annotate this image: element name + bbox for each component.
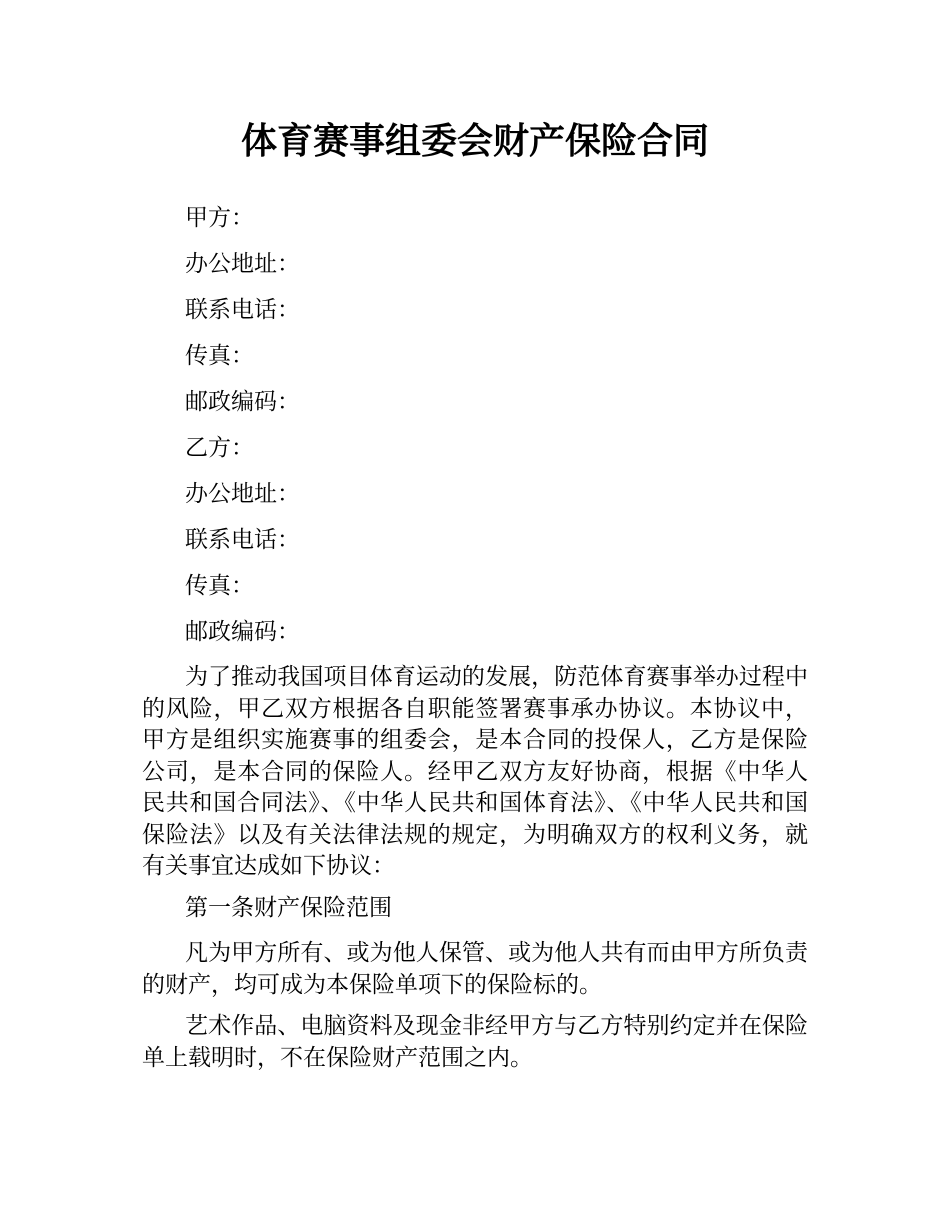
party-a-phone-label: 联系电话： [185,297,300,323]
party-a-name-label: 甲方： [185,205,254,231]
party-b-address-label: 办公地址： [185,481,300,507]
document-title: 体育赛事组委会财产保险合同 [240,121,709,162]
party-b-phone-label: 联系电话： [185,527,300,553]
document-body [142,202,808,1084]
article-1-paragraph: 艺术作品、电脑资料及现金非经甲方与乙方特别约定并在保险单上载明时，不在保险财产范围之内。 [142,1013,808,1071]
party-b-name-label: 乙方： [185,435,254,461]
preamble-paragraph: 为了推动我国项目体育运动的发展，防范体育赛事举办过程中的风险，甲乙双方根据各自职能签署赛事承办协议。本协议中，甲方是组织实施赛事的组委会，是本合同的投保人，乙方是保险公司，是本合同的保险人。经甲乙双方友好协商，根据《中华人民共和国合同法》、《中华人民共和国体育法》、《中华人民共和国保险法》以及有关法律法规的规定，为明确双方的权利义务，就有关事宜达成如下协议： [142,664,808,879]
article-1-heading: 第一条财产保险范围 [185,894,392,921]
party-b-fax-label: 传真： [185,573,254,599]
party-a-fax-label: 传真： [185,343,254,369]
party-a-section [142,202,808,432]
party-a-address-label: 办公地址： [185,251,300,277]
article-1-paragraph: 凡为甲方所有、或为他人保管、或为他人共有而由甲方所负责的财产，均可成为本保险单项下的保险标的。 [142,940,808,998]
party-a-postcode-label: 邮政编码： [185,389,300,415]
party-b-section [142,432,808,662]
party-b-postcode-label: 邮政编码： [185,619,300,645]
